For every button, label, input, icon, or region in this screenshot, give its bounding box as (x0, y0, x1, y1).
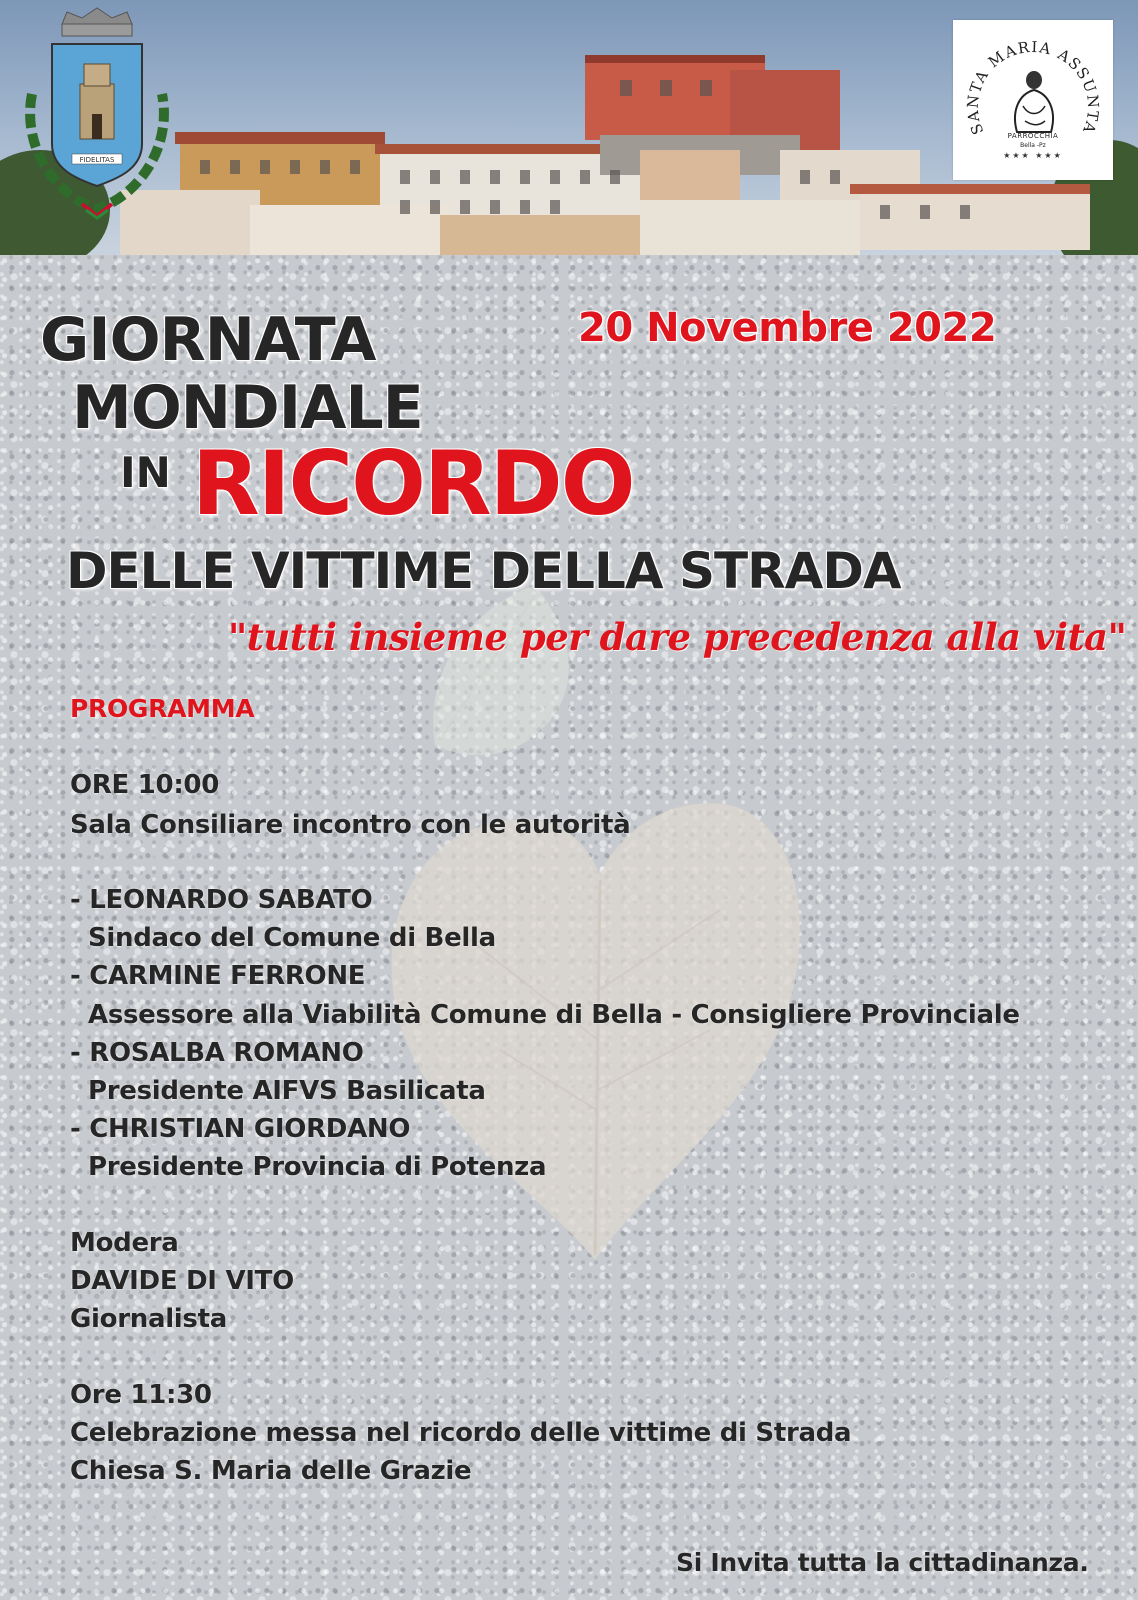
speaker-role: Assessore alla Viabilità Comune di Bella - Consigliere Provinciale (88, 1000, 1020, 1030)
program-time-1: ORE 10:00 (70, 770, 219, 800)
moderator-role: Giornalista (70, 1304, 227, 1334)
speaker-role: Sindaco del Comune di Bella (88, 923, 496, 953)
event-motto: "tutti insieme per dare precedenza alla vita" (228, 615, 1127, 659)
program-heading: PROGRAMMA (70, 694, 255, 723)
virgin-mary-figure-icon (1005, 66, 1063, 136)
speaker-name: - LEONARDO SABATO (70, 885, 373, 915)
program-event-2-location: Chiesa S. Maria delle Grazie (70, 1456, 472, 1486)
moderator-label: Modera (70, 1228, 179, 1258)
parish-label: PARROCCHIA (1007, 132, 1059, 140)
town-crest-logo (12, 4, 182, 230)
crest-motto: FIDELITAS (79, 156, 115, 164)
invitation-footer: Si Invita tutta la cittadinanza. (676, 1548, 1089, 1577)
title-line-3-in: IN (120, 448, 171, 497)
title-line-3-ricordo: RICORDO (192, 432, 634, 535)
speaker-role: Presidente Provincia di Potenza (88, 1152, 547, 1182)
heart-leaf-image (380, 790, 810, 1270)
title-line-2: MONDIALE (72, 373, 423, 443)
title-line-4: DELLE VITTIME DELLA STRADA (66, 542, 901, 600)
speaker-name: - CHRISTIAN GIORDANO (70, 1114, 411, 1144)
parish-name: SANTA MARIA ASSUNTA (963, 37, 1103, 138)
program-time-2: Ore 11:30 (70, 1380, 212, 1410)
parish-logo (953, 20, 1113, 180)
speaker-name: - ROSALBA ROMANO (70, 1038, 364, 1068)
parish-place: Bella -Pz (1020, 142, 1046, 149)
title-line-1: GIORNATA (40, 305, 376, 375)
speaker-name: - CARMINE FERRONE (70, 961, 366, 991)
program-event-2: Celebrazione messa nel ricordo delle vittime di Strada (70, 1418, 852, 1448)
event-date: 20 Novembre 2022 (578, 305, 997, 351)
program-event-1: Sala Consiliare incontro con le autorità (70, 810, 631, 840)
leaf-image (415, 575, 595, 765)
parish-stars: ★★★ ★★★ (1003, 151, 1063, 160)
moderator-name: DAVIDE DI VITO (70, 1266, 294, 1296)
speaker-role: Presidente AIFVS Basilicata (88, 1076, 486, 1106)
